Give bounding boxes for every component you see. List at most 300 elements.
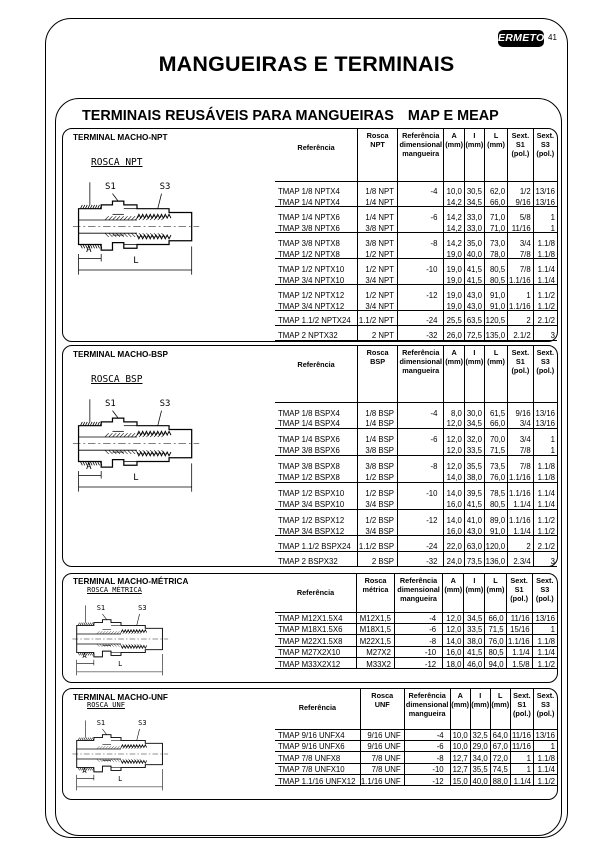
header-s1-line: (pol.) bbox=[511, 148, 530, 158]
table-row bbox=[275, 417, 557, 428]
cell-a: 12,0 bbox=[444, 429, 464, 444]
cell-s1: 1.1/16 bbox=[508, 274, 534, 285]
cell-ref-dimensional bbox=[398, 196, 444, 207]
page-number: 41 bbox=[548, 33, 557, 42]
cell-l: 74,5 bbox=[490, 763, 510, 774]
cell-s1: 11/16 bbox=[508, 222, 534, 233]
cell-s3: 1 bbox=[533, 207, 557, 222]
cell-l: 89,0 bbox=[485, 509, 508, 524]
dimension-label: S1 bbox=[104, 181, 116, 192]
cell-s3: 3 bbox=[533, 326, 557, 341]
cell-i: 41,5 bbox=[464, 274, 484, 285]
cell-s3: 3 bbox=[533, 551, 557, 566]
table-row bbox=[275, 311, 557, 326]
header-s3 bbox=[532, 574, 557, 612]
dimension-label: S1 bbox=[96, 603, 106, 612]
cell-i: 32,0 bbox=[464, 429, 484, 444]
cell-i: 34,0 bbox=[470, 752, 490, 763]
thread-label: ROSCA BSP bbox=[91, 374, 143, 385]
cell-s1: 11/16 bbox=[506, 612, 532, 623]
cell-l: 66,0 bbox=[485, 196, 508, 207]
cell-rosca: 1/2 NPT bbox=[358, 259, 398, 274]
cell-rosca: 3/8 NPT bbox=[358, 222, 398, 233]
cell-rosca: 1/2 NPT bbox=[358, 248, 398, 259]
header-ref-dimensional-line: dimensional bbox=[399, 356, 443, 366]
cell-ref-dimensional: -4 bbox=[398, 402, 444, 417]
header-s3-line: S3 bbox=[540, 584, 550, 594]
cell-i: 41,5 bbox=[464, 498, 484, 509]
header-a-line: (mm) bbox=[451, 699, 470, 709]
header-s3-line: Sext. bbox=[536, 131, 555, 140]
header-s1-line: Sext. bbox=[511, 131, 530, 140]
header-s3-line: S3 bbox=[540, 139, 550, 149]
header-a bbox=[443, 574, 464, 612]
cell-referencia: TMAP 7/8 UNFX10 bbox=[275, 763, 360, 774]
cell-ref-dimensional: -6 bbox=[398, 429, 444, 444]
table-row bbox=[275, 259, 557, 274]
cell-i: 35,5 bbox=[464, 456, 484, 471]
header-rosca-line: BSP bbox=[370, 356, 386, 366]
cell-referencia: TMAP M27X2X10 bbox=[275, 646, 357, 657]
cell-rosca: 1/8 BSP bbox=[358, 402, 398, 417]
header-rosca-line: UNF bbox=[374, 699, 390, 709]
cell-ref-dimensional bbox=[398, 498, 444, 509]
cell-rosca: 1/4 NPT bbox=[358, 196, 398, 207]
cell-rosca: 1/2 BSP bbox=[358, 482, 398, 497]
header-referencia bbox=[275, 689, 360, 729]
cell-s1: 2 bbox=[508, 311, 534, 326]
header-s3-line: (pol.) bbox=[536, 708, 555, 718]
header-a-line: A bbox=[450, 576, 456, 585]
cell-i: 34,5 bbox=[464, 612, 485, 623]
cell-i: 46,0 bbox=[464, 658, 485, 669]
cell-l: 71,5 bbox=[485, 444, 508, 455]
cell-rosca: 1.1/16 UNF bbox=[360, 775, 404, 786]
header-rosca-line: métrica bbox=[362, 584, 389, 594]
header-i-line: (mm) bbox=[465, 356, 484, 366]
header-a bbox=[444, 346, 464, 402]
dimension-label: L bbox=[133, 473, 139, 484]
header-s1-line: Sext. bbox=[513, 691, 531, 700]
header-s1-line: Sext. bbox=[510, 576, 528, 585]
cell-i: 43,0 bbox=[464, 300, 484, 311]
cell-ref-dimensional: -12 bbox=[398, 509, 444, 524]
header-l-line: L bbox=[493, 576, 498, 585]
cell-ref-dimensional: -10 bbox=[398, 259, 444, 274]
cell-ref-dimensional: -6 bbox=[398, 207, 444, 222]
header-l bbox=[485, 129, 508, 181]
table-row bbox=[275, 326, 557, 341]
header-l-line: L bbox=[498, 691, 503, 700]
cell-s3: 1.1/2 bbox=[533, 509, 557, 524]
header-rosca-line: Rosca bbox=[366, 131, 389, 140]
cell-referencia: TMAP 3/8 NPTX6 bbox=[278, 223, 340, 233]
cell-l: 80,5 bbox=[485, 646, 506, 657]
cell-referencia: TMAP 2 BSPX32 bbox=[275, 551, 358, 566]
cell-l: 94,0 bbox=[485, 658, 506, 669]
cell-s3: 13/16 bbox=[533, 729, 557, 740]
header-s1-line: (pol.) bbox=[510, 593, 529, 603]
cell-s1: 2 bbox=[508, 536, 534, 551]
header-ref-dimensional-line: mangueira bbox=[408, 708, 446, 718]
cell-i: 63,5 bbox=[464, 311, 484, 326]
cell-rosca: 3/4 NPT bbox=[358, 274, 398, 285]
cell-s1: 7/8 bbox=[508, 248, 534, 259]
cell-i: 33,5 bbox=[464, 444, 484, 455]
cell-l: 73,5 bbox=[485, 456, 508, 471]
cell-a: 12,0 bbox=[443, 612, 464, 623]
cell-rosca: 3/4 NPT bbox=[358, 300, 398, 311]
header-ref-dimensional-line: Referência bbox=[399, 576, 438, 585]
cell-l: 76,0 bbox=[485, 471, 508, 482]
cell-i: 40,0 bbox=[470, 775, 490, 786]
thread-label: ROSCA MÉTRICA bbox=[87, 586, 142, 594]
cell-s3: 1.1/4 bbox=[533, 482, 557, 497]
cell-s1: 11/16 bbox=[510, 740, 533, 751]
cell-l: 88,0 bbox=[490, 775, 510, 786]
header-a-line: (mm) bbox=[445, 139, 464, 149]
cell-ref-dimensional: -10 bbox=[404, 763, 450, 774]
cell-i: 39,5 bbox=[464, 482, 484, 497]
cell-referencia: TMAP 3/4 NPTX12 bbox=[278, 301, 345, 311]
dimension-label: S1 bbox=[96, 718, 106, 727]
cell-referencia: TMAP 9/16 UNFX4 bbox=[275, 729, 360, 740]
header-l-line: (mm) bbox=[487, 356, 505, 366]
cell-l: 76,0 bbox=[485, 635, 506, 646]
cell-s1: 1.1/16 bbox=[508, 509, 534, 524]
cell-ref-dimensional: -8 bbox=[398, 233, 444, 248]
cell-s3: 1.1/4 bbox=[533, 274, 557, 285]
header-rosca bbox=[357, 574, 395, 612]
table-row bbox=[275, 300, 557, 311]
cell-referencia: TMAP 3/4 NPTX10 bbox=[278, 275, 345, 285]
page-title: MANGUEIRAS E TERMINAIS bbox=[158, 52, 455, 76]
cell-ref-dimensional: -12 bbox=[404, 775, 450, 786]
header-ref-dimensional bbox=[404, 689, 450, 729]
cell-a: 12,0 bbox=[443, 623, 464, 634]
cell-a: 19,0 bbox=[444, 300, 464, 311]
cell-a: 10,0 bbox=[444, 181, 464, 196]
cell-l: 80,5 bbox=[485, 498, 508, 509]
cell-s1: 1.1/4 bbox=[508, 498, 534, 509]
cell-s1: 7/8 bbox=[508, 444, 534, 455]
cell-a: 10,0 bbox=[450, 740, 470, 751]
cell-l: 80,5 bbox=[485, 259, 508, 274]
dimension-label: L bbox=[133, 256, 139, 267]
header-l-line: (mm) bbox=[487, 139, 505, 149]
cell-s1: 1/2 bbox=[508, 181, 534, 196]
cell-s1: 2.1/2 bbox=[508, 326, 534, 341]
cell-a: 19,0 bbox=[444, 248, 464, 259]
header-i bbox=[470, 689, 490, 729]
header-l-line: (mm) bbox=[491, 699, 510, 709]
cell-i: 33,5 bbox=[464, 623, 485, 634]
table-row bbox=[275, 635, 557, 646]
table-row bbox=[275, 740, 557, 751]
header-referencia-text: Referência bbox=[297, 360, 335, 369]
table-row bbox=[275, 444, 557, 455]
cell-ref-dimensional: -24 bbox=[398, 536, 444, 551]
fitting-drawing-wrap bbox=[71, 374, 203, 496]
header-ref-dimensional-line: mangueira bbox=[402, 365, 440, 375]
cell-s3: 13/16 bbox=[533, 181, 557, 196]
spec-table bbox=[275, 346, 557, 567]
table-row bbox=[275, 402, 557, 417]
header-i-line: I bbox=[479, 691, 482, 700]
cell-s1: 5/8 bbox=[508, 207, 534, 222]
cell-s3: 13/16 bbox=[532, 612, 557, 623]
cell-s3: 1.1/8 bbox=[533, 248, 557, 259]
cell-a: 12,0 bbox=[444, 417, 464, 428]
terminal-block bbox=[62, 128, 558, 342]
header-referencia bbox=[275, 129, 358, 181]
cell-referencia: TMAP 1/2 BSPX10 bbox=[275, 482, 358, 497]
cell-a: 12,7 bbox=[450, 752, 470, 763]
cell-s1: 1.5/8 bbox=[506, 658, 532, 669]
dimension-label: S3 bbox=[138, 603, 147, 612]
cell-referencia: TMAP 1/4 NPTX4 bbox=[278, 197, 340, 207]
cell-l: 66,0 bbox=[485, 417, 508, 428]
cell-s3: 2.1/2 bbox=[533, 536, 557, 551]
cell-l: 120,0 bbox=[485, 536, 508, 551]
cell-ref-dimensional: -4 bbox=[398, 181, 444, 196]
cell-ref-dimensional bbox=[398, 444, 444, 455]
cell-l: 91,0 bbox=[485, 300, 508, 311]
cell-a: 15,0 bbox=[450, 775, 470, 786]
cell-i: 34,5 bbox=[464, 196, 484, 207]
cell-rosca: 1/4 BSP bbox=[358, 429, 398, 444]
table-row bbox=[275, 536, 557, 551]
header-ref-dimensional bbox=[394, 574, 442, 612]
cell-i: 43,0 bbox=[464, 285, 484, 300]
cell-a: 18,0 bbox=[443, 658, 464, 669]
header-l bbox=[485, 346, 508, 402]
header-a-line: (mm) bbox=[445, 356, 464, 366]
cell-s3: 13/16 bbox=[533, 417, 557, 428]
cell-i: 72,5 bbox=[464, 326, 484, 341]
cell-referencia: TMAP 1/4 BSPX6 bbox=[275, 429, 358, 444]
cell-rosca: 3/8 BSP bbox=[358, 456, 398, 471]
cell-i: 33,0 bbox=[464, 207, 484, 222]
cell-a: 26,0 bbox=[444, 326, 464, 341]
cell-i: 35,0 bbox=[464, 233, 484, 248]
terminal-title: TERMINAL MACHO-MÉTRICA bbox=[73, 577, 189, 586]
cell-s3: 1 bbox=[533, 429, 557, 444]
cell-a: 14,2 bbox=[444, 222, 464, 233]
cell-ref-dimensional: -32 bbox=[398, 326, 444, 341]
dimension-label: A bbox=[86, 461, 92, 472]
cell-i: 43,0 bbox=[464, 525, 484, 536]
dimension-label: S1 bbox=[104, 398, 116, 409]
cell-s3: 1.1/8 bbox=[533, 471, 557, 482]
table-row bbox=[275, 658, 557, 669]
table-row bbox=[275, 763, 557, 774]
header-s3 bbox=[533, 346, 557, 402]
cell-s3: 1 bbox=[533, 222, 557, 233]
header-ref-dimensional-line: dimensional bbox=[397, 584, 440, 594]
header-s1-line: S1 bbox=[515, 139, 525, 149]
cell-s3: 1 bbox=[533, 740, 557, 751]
cell-a: 19,0 bbox=[444, 259, 464, 274]
cell-a: 19,0 bbox=[444, 285, 464, 300]
cell-ref-dimensional: -24 bbox=[398, 311, 444, 326]
cell-rosca: 3/4 BSP bbox=[358, 525, 398, 536]
header-a-line: (mm) bbox=[444, 584, 463, 594]
cell-ref-dimensional bbox=[398, 248, 444, 259]
cell-s1: 1.1/16 bbox=[508, 300, 534, 311]
cell-ref-dimensional: -8 bbox=[394, 635, 442, 646]
cell-a: 14,2 bbox=[444, 196, 464, 207]
header-ref-dimensional-line: mangueira bbox=[402, 148, 440, 158]
cell-i: 35,5 bbox=[470, 763, 490, 774]
header-s1-line: (pol.) bbox=[511, 365, 530, 375]
header-l-line: L bbox=[493, 348, 499, 357]
cell-rosca: M33X2 bbox=[357, 658, 395, 669]
cell-ref-dimensional: -12 bbox=[398, 285, 444, 300]
table-row bbox=[275, 551, 557, 566]
cell-rosca: 1.1/2 NPT bbox=[358, 311, 398, 326]
cell-rosca: 1/8 NPT bbox=[358, 181, 398, 196]
cell-a: 8,0 bbox=[444, 402, 464, 417]
header-s3-line: (pol.) bbox=[536, 365, 555, 375]
cell-s3: 1.1/2 bbox=[533, 300, 557, 311]
cell-s3: 1.1/8 bbox=[532, 635, 557, 646]
table-row bbox=[275, 498, 557, 509]
cell-rosca: 1.1/2 BSP bbox=[358, 536, 398, 551]
cell-rosca: 2 NPT bbox=[358, 326, 398, 341]
header-s3-line: S3 bbox=[540, 356, 550, 366]
spec-table bbox=[275, 574, 557, 669]
header-s1 bbox=[510, 689, 533, 729]
section-title bbox=[82, 108, 542, 124]
cell-i: 63,0 bbox=[464, 536, 484, 551]
cell-i: 38,0 bbox=[464, 471, 484, 482]
cell-s3: 13/16 bbox=[533, 196, 557, 207]
cell-a: 10,0 bbox=[450, 729, 470, 740]
header-i bbox=[464, 129, 484, 181]
table-row bbox=[275, 623, 557, 634]
cell-ref-dimensional: -8 bbox=[398, 456, 444, 471]
cell-rosca: 1/2 BSP bbox=[358, 509, 398, 524]
header-l bbox=[485, 574, 506, 612]
header-s3-line: Sext. bbox=[536, 348, 555, 357]
dimension-label: L bbox=[118, 660, 123, 669]
cell-referencia: TMAP 3/8 BSPX6 bbox=[278, 446, 340, 456]
brand-logo: ERMETO bbox=[498, 30, 544, 47]
cell-referencia: TMAP 3/8 NPTX8 bbox=[275, 233, 358, 248]
dimension-label: S3 bbox=[159, 181, 171, 192]
cell-s1: 1.1/4 bbox=[510, 775, 533, 786]
header-i-line: I bbox=[473, 131, 476, 140]
cell-s3: 1 bbox=[533, 444, 557, 455]
header-l-line: L bbox=[493, 131, 499, 140]
cell-referencia: TMAP 9/16 UNFX6 bbox=[275, 740, 360, 751]
cell-l: 71,5 bbox=[485, 623, 506, 634]
cell-referencia: TMAP 1/4 BSPX4 bbox=[278, 419, 340, 429]
cell-rosca: 1/2 NPT bbox=[358, 285, 398, 300]
cell-ref-dimensional bbox=[398, 222, 444, 233]
cell-rosca: 3/4 BSP bbox=[358, 498, 398, 509]
cell-a: 24,0 bbox=[444, 551, 464, 566]
header-s1-line: Sext. bbox=[511, 348, 530, 357]
cell-referencia: TMAP M22X1.5X8 bbox=[275, 635, 357, 646]
header-ref-dimensional-line: dimensional bbox=[405, 699, 449, 709]
cell-l: 91,0 bbox=[485, 285, 508, 300]
cell-l: 78,5 bbox=[485, 482, 508, 497]
cell-referencia: TMAP 1/2 BSPX8 bbox=[278, 473, 340, 483]
cell-l: 72,0 bbox=[490, 752, 510, 763]
cell-l: 136,0 bbox=[485, 551, 508, 566]
cell-s1: 1.1/16 bbox=[508, 482, 534, 497]
header-rosca bbox=[358, 129, 398, 181]
cell-l: 71,0 bbox=[485, 207, 508, 222]
cell-referencia: TMAP 1/2 NPTX8 bbox=[278, 249, 340, 259]
cell-s3: 1.1/8 bbox=[533, 752, 557, 763]
cell-ref-dimensional: -10 bbox=[394, 646, 442, 657]
cell-l: 70,0 bbox=[485, 429, 508, 444]
cell-referencia: TMAP 1.1/16 UNFX12 bbox=[275, 775, 360, 786]
cell-referencia: TMAP 1/2 NPTX10 bbox=[275, 259, 358, 274]
cell-referencia: TMAP 2 NPTX32 bbox=[275, 326, 358, 341]
cell-s1: 9/16 bbox=[508, 402, 534, 417]
header-ref-dimensional-line: dimensional bbox=[399, 139, 443, 149]
cell-s3: 1.1/4 bbox=[533, 498, 557, 509]
cell-s3: 1.1/2 bbox=[532, 658, 557, 669]
table-row bbox=[275, 456, 557, 471]
table-row bbox=[275, 729, 557, 740]
cell-s1: 1.1/16 bbox=[508, 471, 534, 482]
header-s1-line: (pol.) bbox=[512, 708, 531, 718]
cell-rosca: 1/4 BSP bbox=[358, 417, 398, 428]
terminal-title: TERMINAL MACHO-NPT bbox=[73, 133, 168, 142]
header-ref-dimensional bbox=[398, 346, 444, 402]
cell-a: 25,5 bbox=[444, 311, 464, 326]
header-s1 bbox=[508, 129, 534, 181]
cell-ref-dimensional: -10 bbox=[398, 482, 444, 497]
cell-s3: 1.1/4 bbox=[532, 646, 557, 657]
cell-i: 73,5 bbox=[464, 551, 484, 566]
cell-referencia: TMAP 1/2 NPTX12 bbox=[275, 285, 358, 300]
spec-table bbox=[275, 689, 557, 786]
header-l-line: (mm) bbox=[486, 584, 505, 594]
cell-rosca: 1/4 NPT bbox=[358, 207, 398, 222]
cell-i: 38,0 bbox=[464, 635, 485, 646]
terminal-title: TERMINAL MACHO-BSP bbox=[73, 350, 168, 359]
header-i-line: (mm) bbox=[471, 699, 490, 709]
cell-referencia: TMAP 1/8 NPTX4 bbox=[275, 181, 358, 196]
header-s3-line: Sext. bbox=[536, 576, 554, 585]
cell-i: 32,5 bbox=[470, 729, 490, 740]
cell-i: 41,0 bbox=[464, 509, 484, 524]
cell-s3: 1.1/2 bbox=[533, 285, 557, 300]
header-rosca-line: Rosca bbox=[364, 576, 387, 585]
header-i-line: I bbox=[473, 348, 476, 357]
header-s1 bbox=[508, 346, 534, 402]
header-ref-dimensional-line: Referência bbox=[402, 348, 440, 357]
table-row bbox=[275, 274, 557, 285]
cell-referencia: TMAP 3/8 BSPX8 bbox=[275, 456, 358, 471]
cell-i: 41,5 bbox=[464, 646, 485, 657]
header-s3-line: (pol.) bbox=[536, 148, 555, 158]
cell-l: 66,0 bbox=[485, 612, 506, 623]
header-referencia-text: Referência bbox=[298, 703, 337, 712]
header-i-line: I bbox=[473, 576, 476, 585]
table-row bbox=[275, 775, 557, 786]
cell-l: 64,0 bbox=[490, 729, 510, 740]
table-row bbox=[275, 525, 557, 536]
table-row bbox=[275, 196, 557, 207]
table-row bbox=[275, 646, 557, 657]
